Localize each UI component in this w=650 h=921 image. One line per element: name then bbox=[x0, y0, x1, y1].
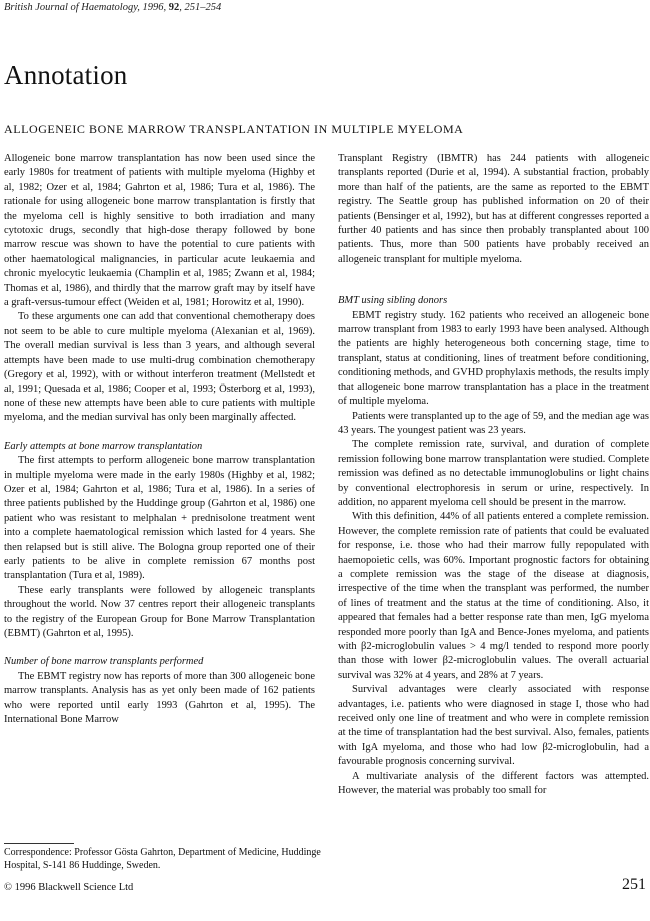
journal-year: 1996 bbox=[142, 2, 164, 13]
correspondence-footnote: Correspondence: Professor Gösta Gahrton, Department of Medicine, Huddinge Hospital, S-141 86 Huddinge, Sweden. bbox=[4, 847, 321, 871]
subheading-number-of-transplants: Number of bone marrow transplants performed bbox=[4, 656, 204, 668]
paragraph: The complete remission rate, survival, and duration of complete remission following bone marrow transplantation were studied. Complete remission was defined as no detectable immunoglobulins or light chains by conventional electrophoresis in serum or urine, respectively. In addition, no apparent myeloma cell should be present in the marrow. bbox=[338, 439, 649, 508]
paragraph: Transplant Registry (IBMTR) has 244 patients with allogeneic transplants reported (Durie et al, 1994). A substantial fraction, probably more than half of the patients, are the same as reported to the EBMT registry. The Seattle group has published information on 20 of their patients (Bensinger et al, 1992), but has at different congresses reported a further 40 patients and has since then probably transplanted about 100 patients. Thus, more than 500 patients have probably received an allogeneic transplant for multiple myeloma. bbox=[338, 153, 649, 265]
section-title: Annotation bbox=[4, 60, 128, 90]
paragraph: With this definition, 44% of all patients entered a complete remission. However, the complete remission rate of patients that could be evaluated for response, i.e. those who had their marrow fully repopulated with haemopoietic cells, was 60%. Important prognostic factors for obtaining a complete remission was the stage of the disease at diagnosis, irrespective of the time when the transplant was performed, the number of lines of treatment and the status at the time of conditioning. Also, it appeared that females had a better response rate than men, IgG myeloma responded more poorly than IgA and Bence-Jones myeloma, and patients with β2-microglobulin values > 4 mg/l tended to respond more poorly than those with lower β2-microglobulin values. The overall actuarial survival was 32% at 4 years, and 28% at 7 years. bbox=[338, 511, 649, 681]
subheading-sibling-donors: BMT using sibling donors bbox=[338, 295, 448, 307]
journal-pages: 251–254 bbox=[184, 2, 222, 13]
footnote-divider bbox=[4, 843, 74, 844]
left-column bbox=[4, 152, 315, 727]
journal-name: British Journal of Haematology bbox=[4, 2, 138, 13]
page-number: 251 bbox=[622, 876, 646, 893]
paragraph: Allogeneic bone marrow transplantation has now been used since the early 1980s for treatment of patients with multiple myeloma (Highby et al, 1982; Ozer et al, 1984; Gahrton et al, 1986; Tura et al, 1986). The rationale for using allogeneic bone marrow transplantation is firstly that the myeloma cell is highly sensitive to both irradiation and many cytotoxic drugs, secondly that high-dose therapy followed by bone marrow rescue was shown to have the potential to cure patients with other haematological malignancies, in particular acute leukaemia and chronic myelocytic leukaemia (Champlin et al, 1985; Zwann et al, 1984; Thomas et al, 1986), and thirdly that the marrow graft may by itself have a graft-versus-tumour effect (Weiden et al, 1981; Horowitz et al, 1990). bbox=[4, 153, 315, 309]
paragraph: The EBMT registry now has reports of more than 300 allogeneic bone marrow transplants. Analysis has as yet only been made of 162 patients who were reported until early 1993 (Gahrton et al, 1995). The International Bone Marrow bbox=[4, 670, 315, 726]
article-title: ALLOGENEIC BONE MARROW TRANSPLANTATION IN MULTIPLE MYELOMA bbox=[4, 122, 464, 136]
subheading-early-attempts: Early attempts at bone marrow transplantation bbox=[4, 440, 203, 452]
paragraph: To these arguments one can add that conventional chemotherapy does not seem to be able to cure multiple myeloma (Alexanian et al, 1969). The overall median survival is less than 3 years, and although several attempts have been made to use multi-drug combination chemotherapy (Gregory et al, 1992), with or without interferon treatment (Mellstedt et al, 1991; Quesada et al, 1986; Cooper et al, 1993; Österborg et al, 1993), none of these new attempts have been able to cure patients with multiple myeloma, and the median survival has only been marginally affected. bbox=[4, 311, 315, 424]
journal-header: British Journal of Haematology, 1996, 92, 251–254 bbox=[4, 2, 222, 13]
paragraph: Patients were transplanted up to the age of 59, and the median age was 43 years. The youngest patient was 23 years. bbox=[338, 410, 649, 436]
journal-volume: 92 bbox=[168, 2, 180, 13]
paragraph: These early transplants were followed by allogeneic transplants throughout the world. Now 37 centres report their allogeneic transplants to the registry of the European Group for Bone Marrow Transplantation (EBMT) (Gahrton et al, 1995). bbox=[4, 584, 315, 639]
paragraph: EBMT registry study. 162 patients who received an allogeneic bone marrow transplant from 1983 to early 1993 have been analysed. Although the patients are highly heterogeneous both concerning stage, time to transplant, status at conditioning, lines of treatment before conditioning, conditioning methods, and GVHD prophylaxis methods, the results imply that allogeneic bone marrow transplantation has a place in the treatment of multiple myeloma. bbox=[338, 309, 649, 408]
paragraph: Survival advantages were clearly associated with response advantages, i.e. patients who were diagnosed in stage I, those who had received only one line of treatment and who were in complete remission at the time of transplantation had the best survival. Also, females, patients with IgA myeloma, and those who had low β2-microglobulin, had a favourable prognosis concerning survival. bbox=[338, 684, 649, 768]
paragraph: The first attempts to perform allogeneic bone marrow transplantation in multiple myeloma were made in the early 1980s (Highby et al, 1982; Ozer et al, 1984; Gahrton et al, 1986; Tura et al, 1986). In a series of three patients published by the Huddinge group (Gahrton et al, 1986) one patient who was resistant to melphalan + prednisolone treatment went into a complete haematological remission which lasted for 4 years. She then relapsed but is still alive. The Bologna group reported one of their early patients to be alive in complete remission 67 months post transplantation (Tura et al, 1989). bbox=[4, 455, 315, 582]
copyright: © 1996 Blackwell Science Ltd bbox=[4, 882, 134, 893]
right-column bbox=[338, 152, 649, 798]
paragraph: A multivariate analysis of the different factors was attempted. However, the material was probably too small for bbox=[338, 770, 649, 797]
